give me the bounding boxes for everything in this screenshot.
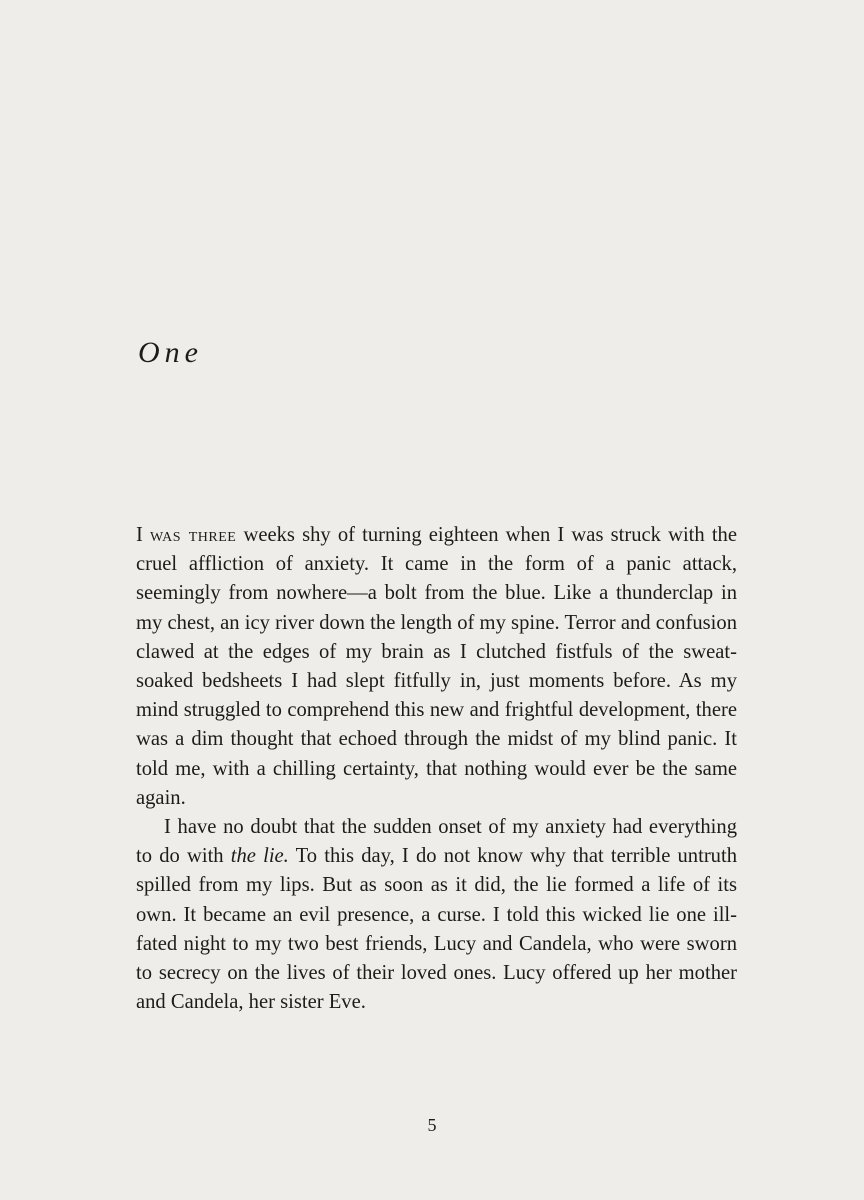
paragraph-1-smallcaps-lead: was three [150,524,237,546]
paragraph-2-text-before: I have no doubt that the sudden onset of my anxiety had everything to do with [136,816,737,868]
paragraph-2-italic-phrase: the lie. [230,845,289,868]
paragraph-1-text: weeks shy of turning eighteen when I was struck with the cruel affliction of anxiety. It came in the form of a panic attack, seemingly from nowhere—a bolt from the blue. Like a thunderclap in my chest, an icy river down the length of my spine. Terror and confusion clawed at the edges of my brain as I clutched fistfuls of the sweat-soaked bedsheets I had slept fitfully in, just moments before. As my mind struggled to comprehend this new and frightful development, there was a dim thought that echoed through the midst of my blind panic. It told me, with a chilling certainty, that nothing would ever be the same again. [136,524,737,809]
paragraph-2-text-after: To this day, I do not know why that terrible untruth spilled from my lips. But as soon as it did, the lie formed a life of its own. It became an evil presence, a curse. I told this wicked lie one ill-fated night to my two best friends, Lucy and Candela, who were sworn to secrecy on the lives of their loved ones. Lucy offered up her mother and Candela, her sister Eve. [136,845,737,1014]
chapter-title: One [138,336,203,369]
paragraph-1-lead: I [136,524,151,546]
paragraph-2 [136,813,737,1017]
chapter-body [136,521,737,1017]
paragraph-1 [136,521,737,813]
page-number: 5 [427,1115,437,1135]
